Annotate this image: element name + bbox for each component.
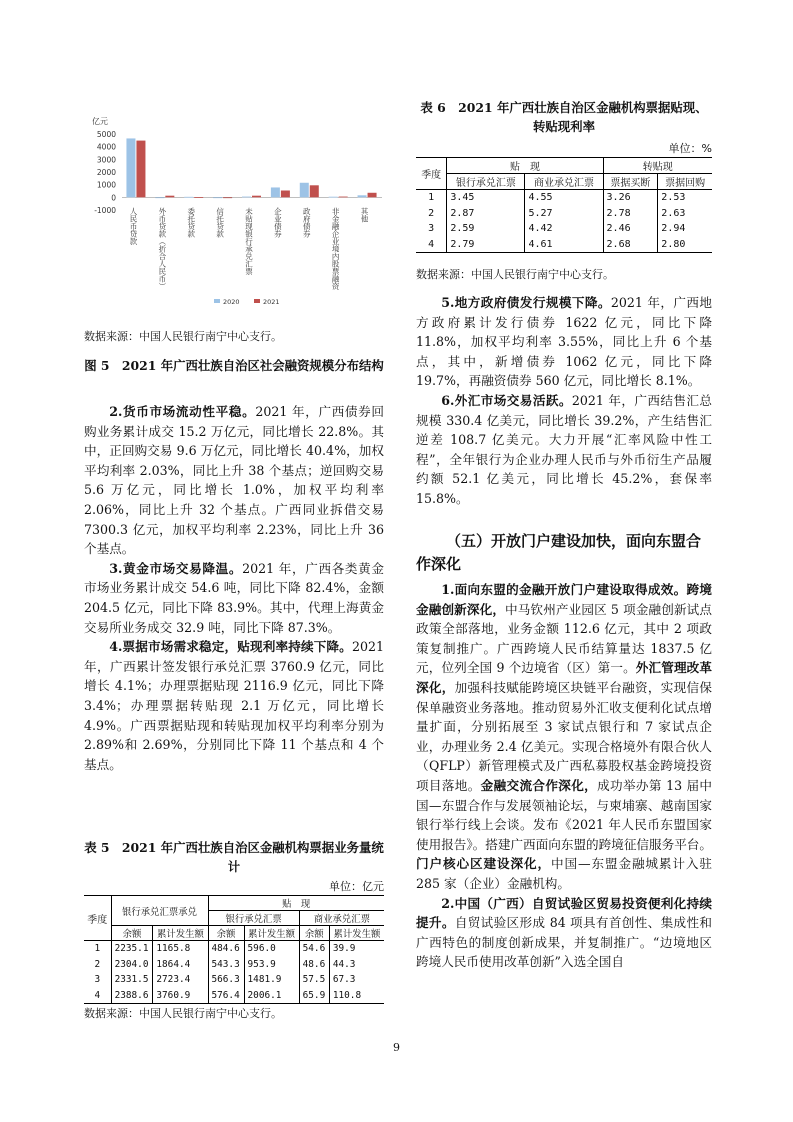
table5-cell: 2331.5 (111, 972, 153, 988)
paragraph-gold-market: 3.黄金市场交易降温。2021 年，广西各类黄金市场业务累计成交 54.6 吨，同比下降 82.4%，金额 204.5 亿元，同比下降 83.9%。其中，代理上海黄金交易所业务成交 32.9 吨，同比下降 87.3%。 (84, 560, 384, 635)
table6-header-buy: 票据买断 (603, 174, 658, 190)
bar-2020 (329, 197, 338, 198)
x-category-label: 企业债券 (273, 207, 283, 238)
table5-cell: 4 (94, 989, 101, 1001)
table5-cell: 44.3 (329, 957, 384, 973)
table5-cell: 1 (94, 943, 101, 954)
bar-2020 (126, 138, 135, 197)
table5-header-balance: 余额 (299, 926, 329, 941)
page-number: 9 (393, 1041, 400, 1054)
table6-cell: 4.55 (525, 190, 603, 206)
table6-source: 数据来源：中国人民银行南宁中心支行。 (416, 268, 614, 281)
bar-2020 (242, 197, 251, 198)
x-category-label: 人民币贷款 (128, 207, 138, 245)
table6-cell: 2.63 (658, 206, 712, 222)
bar-2021 (194, 197, 203, 198)
right-text-block-1 (416, 293, 712, 509)
table6-header-rediscount: 转贴现 (603, 158, 712, 174)
table5-row (84, 957, 384, 973)
table5-cell: 39.9 (329, 941, 384, 957)
y-tick-label: 0 (111, 193, 116, 203)
table6-cell: 2.59 (447, 221, 525, 237)
table5-cell: 1165.8 (153, 941, 208, 957)
table5-cell: 1481.9 (244, 972, 299, 988)
table5-cell: 65.9 (299, 988, 329, 1004)
bar-2020 (271, 187, 280, 197)
table5-caption: 表 5 2021 年广西壮族自治区金融机构票据业务量统计 (84, 840, 384, 874)
table6-header-com-bill: 商业承兑汇票 (525, 174, 603, 190)
bar-2021 (339, 197, 348, 198)
fig5-source: 数据来源：中国人民银行南宁中心支行。 (84, 330, 282, 343)
social-financing-chart (84, 112, 384, 312)
table6-row (416, 237, 712, 253)
y-tick-label: 2000 (96, 168, 116, 177)
table5-cell: 2723.4 (153, 972, 208, 988)
table6-cell: 2.94 (658, 221, 712, 237)
right-text-block-2 (416, 580, 712, 972)
bar-2021 (310, 185, 319, 197)
paragraph-local-bonds: 5.地方政府债发行规模下降。2021 年，广西地方政府累计发行债券 1622 亿元，同比下降 11.8%，加权平均利率 3.55%，同比上升 6 个基点，其中，新增债券 1062 亿元，同比下降 19.7%，再融资债券 560 亿元，同比增长 8.1%。 (416, 295, 712, 389)
x-category-label: 未贴现银行承兑汇票 (244, 207, 254, 275)
table5-cell: 596.0 (244, 941, 299, 957)
bar-2021 (136, 141, 145, 198)
table5-unit: 单位：亿元 (329, 880, 384, 893)
x-category-label: 外币贷款（折合人民币） (157, 207, 167, 290)
chart-unit-label: 亿元 (92, 117, 108, 126)
fig5-caption: 图 5 2021 年广西壮族自治区社会融资规模分布结构 (84, 358, 384, 373)
bar-2020 (155, 197, 164, 198)
bar-2021 (368, 193, 377, 198)
y-tick-label: 1000 (96, 180, 116, 190)
table6-cell: 2.46 (603, 221, 658, 237)
table5-row (84, 988, 384, 1004)
table5-header-accum: 累计发生额 (329, 926, 384, 941)
table6-cell: 4 (428, 238, 435, 250)
bar-2020 (300, 183, 309, 198)
table5-row (84, 941, 384, 957)
x-category-label: 信托贷款 (215, 207, 225, 238)
bar-2020 (213, 197, 222, 198)
table5-cell: 2388.6 (111, 988, 153, 1004)
table5-cell: 566.3 (208, 972, 244, 988)
table6-cell: 2.53 (658, 190, 712, 206)
legend-swatch-2021 (254, 299, 260, 303)
paragraph-money-market: 2.货币市场流动性平稳。2021 年，广西债券回购业务累计成交 15.2 万亿元，同比增长 22.8%。其中，正回购交易 9.6 万亿元，同比增长 40.4%，加权平均利率 2.03%，同比上升 38 个基点；逆回购交易 5.6 万亿元，同比增长 1.0%，加权平均利率 2.06%，同比上升 32 个基点。广西同业拆借交易 7300.3 亿元，加权平均利率 2.23%，同比上升 36 个基点。 (84, 404, 384, 557)
table5-header-season: 季度 (87, 914, 108, 926)
table5-cell: 54.6 (299, 941, 329, 957)
table6-cell: 2.87 (447, 206, 525, 222)
y-tick-label: 4000 (96, 142, 116, 152)
table5-cell: 484.6 (208, 941, 244, 957)
x-category-label: 委托贷款 (186, 207, 196, 238)
table6-cell: 4.61 (525, 237, 603, 253)
table5 (84, 895, 384, 1004)
table6-cell: 2.68 (603, 237, 658, 253)
y-tick-label: 3000 (96, 155, 116, 165)
table6 (416, 157, 712, 253)
table5-cell: 3 (94, 974, 101, 985)
table5-header-balance: 余额 (208, 926, 244, 941)
table6-row (416, 206, 712, 222)
table5-header-balance: 余额 (111, 926, 153, 941)
paragraph-ftz: 2.中国（广西）自贸试验区贸易投资便利化持续提升。自贸试验区形成 84 项具有首创性、集成性和广西特色的制度创新成果，并复制推广。“边境地区跨境人民币使用改革创新”入选全国自 (416, 895, 712, 970)
table5-cell: 48.6 (299, 957, 329, 973)
table6-cell: 1 (428, 192, 435, 203)
paragraph-fx-market: 6.外汇市场交易活跃。2021 年，广西结售汇总规模 330.4 亿美元，同比增长 39.2%，产生结售汇逆差 108.7 亿美元。大力开展“汇率风险中性工程”，全年银行为企业办理人民币与外币衍生产品履约额 52.1 亿美元，同比增长 45.2%，套保率 15.8%。 (416, 392, 712, 506)
table6-header-bank-bill: 银行承兑汇票 (447, 174, 525, 190)
table6-cell: 5.27 (525, 206, 603, 222)
table6-cell: 3.26 (603, 190, 658, 206)
table5-cell: 110.8 (329, 988, 384, 1004)
table6-unit: 单位：% (668, 142, 712, 155)
table5-cell: 1864.4 (153, 957, 208, 973)
legend-label-2020: 2020 (223, 298, 240, 306)
bar-2020 (358, 195, 367, 197)
table5-cell: 576.4 (208, 988, 244, 1004)
bar-2020 (184, 197, 193, 198)
table5-cell: 67.3 (329, 972, 384, 988)
y-tick-label: 5000 (96, 130, 116, 139)
bar-2021 (165, 196, 174, 198)
table6-cell: 2.79 (447, 237, 525, 253)
table5-header-com-bill: 商业承兑汇票 (299, 911, 384, 926)
table5-row (84, 972, 384, 988)
table6-cell: 3.45 (447, 190, 525, 206)
section-heading: （五）开放门户建设加快，面向东盟合作深化 (416, 532, 702, 573)
table5-cell: 2235.1 (111, 941, 153, 957)
table5-header-discount: 贴 现 (208, 896, 384, 911)
x-category-label: 非金融企业境内股票融资 (331, 207, 341, 290)
table5-header-accum: 累计发生额 (244, 926, 299, 941)
table6-header-season: 季度 (421, 170, 442, 181)
table5-cell: 3760.9 (153, 988, 208, 1004)
table6-header-discount: 贴 现 (447, 158, 603, 174)
table6-caption: 表 6 2021 年广西壮族自治区金融机构票据贴现、转贴现利率 (420, 100, 708, 134)
table5-cell: 2006.1 (244, 988, 299, 1004)
table5-cell: 2304.0 (111, 957, 153, 973)
y-tick-label: -1000 (94, 206, 116, 215)
paragraph-asean-gateway: 1.面向东盟的金融开放门户建设取得成效。跨境金融创新深化，中马钦州产业园区 5 项金融创新试点政策全部落地，业务金额 112.6 亿元，其中 2 项政策复制推广。广西跨境人民币结算量达 1837.5 亿元，位列全国 9 个边境省（区）第一。外汇管理改革深化，加强科技赋能跨境区块链平台融资，实现信保保单融资业务落地。推动贸易外汇收支便利化试点增量扩面，分别拓展至 3 家试点银行和 7 家试点企业，办理业务 2.4 亿美元。实现合格境外有限合伙人（QFLP）新管理模式及广西私募股权基金跨境投资项目落地。金融交流合作深化，成功举办第 13 届中国—东盟合作与发展领袖论坛，与柬埔寨、越南国家银行举行线上会谈。发布《2021 年人民币东盟国家使用报告》。搭建广西面向东盟的跨境征信服务平台。门户核心区建设深化，中国—东盟金融城累计入驻 285 家（企业）金融机构。 (416, 582, 713, 891)
table5-header-accum: 累计发生额 (153, 926, 208, 941)
table6-row (416, 221, 712, 237)
legend-swatch-2020 (214, 299, 220, 303)
x-category-label: 政府债券 (302, 207, 312, 238)
bar-2021 (223, 197, 232, 198)
table5-cell: 2 (94, 958, 101, 970)
table6-cell: 3 (428, 223, 435, 234)
table6-header-repo: 票据回购 (658, 174, 712, 190)
bar-2021 (252, 196, 261, 198)
left-text-block (84, 402, 384, 774)
table6-cell: 4.42 (525, 221, 603, 237)
table6-cell: 2.80 (658, 237, 712, 253)
table5-cell: 57.5 (299, 972, 329, 988)
table6-cell: 2.78 (603, 206, 658, 222)
x-category-label: 其他 (360, 207, 370, 223)
table5-header-bank-issue: 银行承兑汇票承兑 (111, 896, 208, 926)
table6-row (416, 190, 712, 206)
table5-cell: 543.3 (208, 957, 244, 973)
table5-cell: 953.9 (244, 957, 299, 973)
table5-source: 数据来源：中国人民银行南宁中心支行。 (84, 1007, 282, 1020)
bar-2021 (281, 190, 290, 197)
table6-cell: 2 (428, 207, 435, 219)
paragraph-bill-market: 4.票据市场需求稳定，贴现利率持续下降。2021 年，广西累计签发银行承兑汇票 3760.9 亿元，同比增长 4.1%；办理票据贴现 2116.9 亿元，同比下降 3.4%；办理票据转贴现 2.1 万亿元，同比增长 4.9%。广西票据贴现和转贴现加权平均利率分别为 2.89%和 2.69%，分别同比下降 11 个基点和 4 个基点。 (84, 639, 384, 772)
table5-header-bank-bill: 银行承兑汇票 (208, 911, 299, 926)
legend-label-2021: 2021 (263, 298, 280, 306)
